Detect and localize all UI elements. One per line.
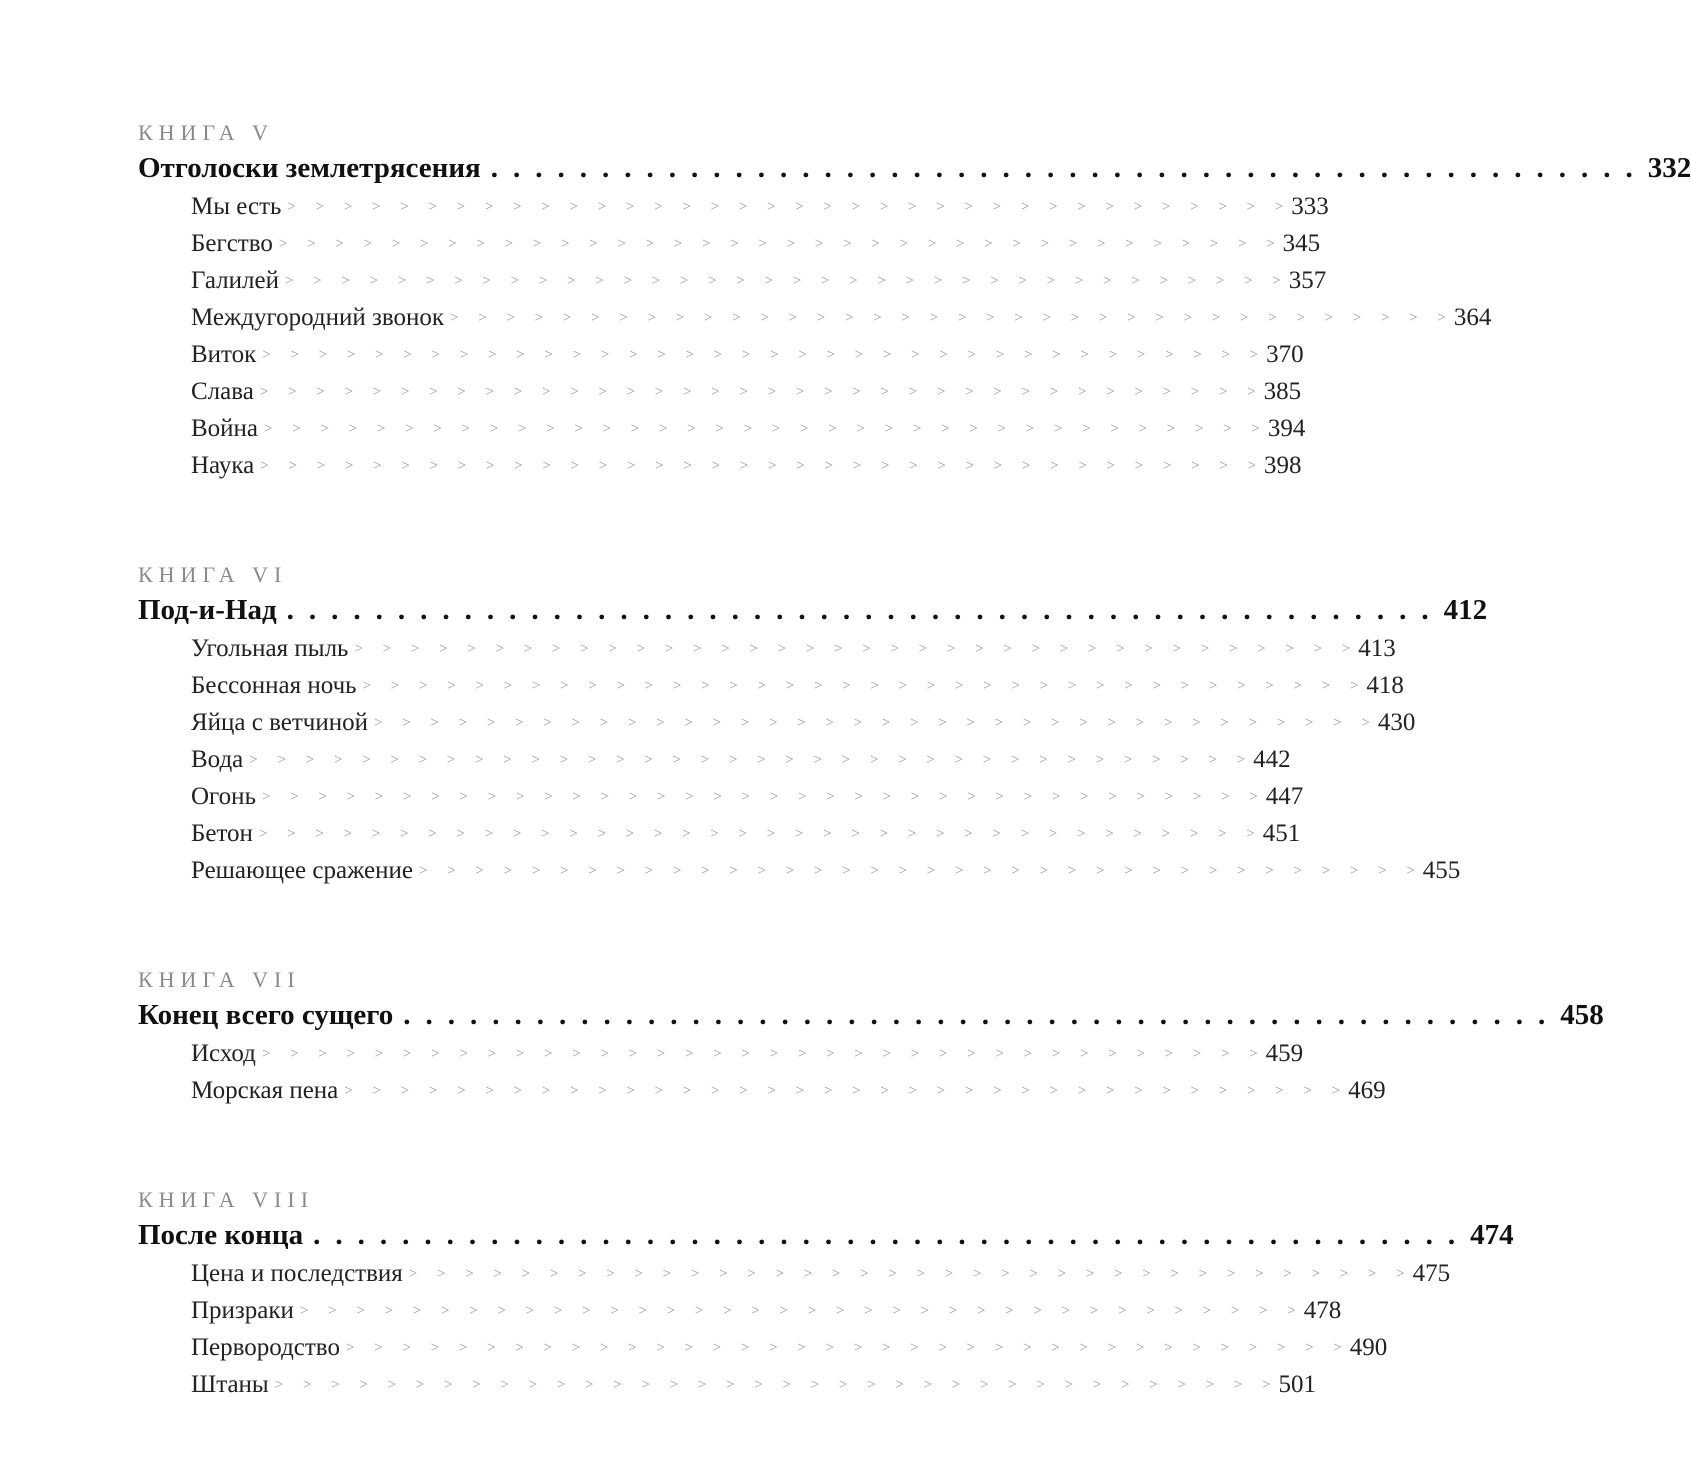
chapter-entry (191, 778, 1304, 815)
chevron-leader: > > > > > > > > > > > > > > > > > > > > > > > > > > > > > > > > > > > > (299, 1303, 1304, 1319)
chevron-leader: > > > > > > > > > > > > > > > > > > > > > > > > > > > > > > > > > > > > (264, 421, 1268, 437)
chevron-leader: > > > > > > > > > > > > > > > > > > > > > > > > > > > > > > > > > > > > (258, 826, 1263, 842)
book-label: КНИГА VI (138, 562, 288, 587)
chapter-title: Галилей (191, 267, 279, 294)
part-page-number: 332 (1647, 152, 1691, 184)
chapter-title: Бегство (191, 230, 273, 257)
part-page-number: 474 (1470, 1219, 1514, 1251)
chapter-page-number: 333 (1291, 193, 1329, 220)
chevron-leader: > > > > > > > > > > > > > > > > > > > > > > > > > > > > > > > > > > > > (408, 1266, 1413, 1282)
chapter-entry (191, 630, 1396, 667)
dot-leader: .................................................... (313, 1219, 1471, 1251)
chapter-entry (191, 741, 1291, 778)
chapter-page-number: 430 (1377, 709, 1416, 736)
chapter-title: Огонь (191, 783, 256, 810)
chapter-list (138, 1255, 1451, 1403)
chapter-title: Виток (191, 341, 257, 368)
part-title: Отголоски землетрясения (138, 152, 481, 184)
chapter-title: Угольная пыль (191, 635, 349, 662)
chevron-leader: > > > > > > > > > > > > > > > > > > > > > > > > > > > > > > > > > > > > (344, 1083, 1349, 1099)
chevron-leader: > > > > > > > > > > > > > > > > > > > > > > > > > > > > > > > > > > > > (354, 641, 1359, 657)
chevron-leader: > > > > > > > > > > > > > > > > > > > > > > > > > > > > > > > > > > > > (261, 789, 1266, 805)
chapter-page-number: 469 (1348, 1077, 1386, 1104)
part-page-number: 412 (1443, 594, 1488, 626)
chevron-leader: > > > > > > > > > > > > > > > > > > > > > > > > > > > > > > > > > > > > (278, 236, 1283, 252)
book-section (138, 965, 1604, 1109)
chapter-entry (191, 1292, 1342, 1329)
book-label: КНИГА VII (138, 967, 301, 992)
chevron-leader: > > > > > > > > > > > > > > > > > > > > > > > > > > > > > > > > > > > > (262, 347, 1267, 363)
chapter-entry (191, 410, 1306, 447)
chapter-title: Война (191, 415, 259, 442)
chapter-page-number: 447 (1265, 783, 1304, 810)
chapter-page-number: 442 (1253, 746, 1291, 773)
chapter-title: Решающее сражение (191, 857, 413, 884)
part-heading (138, 995, 1604, 1035)
chapter-title: Бетон (191, 820, 253, 847)
book-section (138, 1185, 1514, 1403)
chevron-leader: > > > > > > > > > > > > > > > > > > > > > > > > > > > > > > > > > > > > (259, 384, 1264, 400)
chapter-entry (191, 667, 1404, 704)
chapter-entry (191, 704, 1416, 741)
chevron-leader: > > > > > > > > > > > > > > > > > > > > > > > > > > > > > > > > > > > > (287, 199, 1292, 215)
chevron-leader: > > > > > > > > > > > > > > > > > > > > > > > > > > > > > > > > > > > > (450, 310, 1454, 326)
chapter-entry (191, 1366, 1317, 1403)
chapter-title: Яйца с ветчиной (191, 709, 369, 736)
chapter-entry (191, 188, 1329, 225)
chapter-entry (191, 1035, 1304, 1072)
chapter-page-number: 475 (1412, 1260, 1451, 1287)
chevron-leader: > > > > > > > > > > > > > > > > > > > > > > > > > > > > > > > > > > > > (345, 1340, 1350, 1356)
chapter-entry (191, 373, 1302, 410)
chapter-list (138, 630, 1461, 889)
chapter-title: Цена и последствия (191, 1260, 403, 1287)
part-heading (138, 590, 1488, 630)
chapter-page-number: 357 (1288, 267, 1327, 294)
chapter-entry (191, 1255, 1451, 1292)
chevron-leader: > > > > > > > > > > > > > > > > > > > > > > > > > > > > > > > > > > > > (374, 715, 1378, 731)
chapter-title: Морская пена (191, 1077, 339, 1104)
chapter-title: Вода (191, 746, 244, 773)
chapter-title: Слава (191, 378, 254, 405)
part-heading (138, 148, 1691, 188)
chapter-title: Мы есть (191, 193, 282, 220)
chapter-page-number: 385 (1263, 378, 1302, 405)
chevron-leader: > > > > > > > > > > > > > > > > > > > > > > > > > > > > > > > > > > > > (274, 1377, 1279, 1393)
part-title: Конец всего сущего (138, 999, 394, 1031)
chapter-title: Наука (191, 452, 255, 479)
chevron-leader: > > > > > > > > > > > > > > > > > > > > > > > > > > > > > > > > > > > > (284, 273, 1289, 289)
chapter-page-number: 398 (1264, 452, 1302, 479)
chapter-page-number: 345 (1282, 230, 1321, 257)
chapter-page-number: 490 (1349, 1334, 1388, 1361)
chapter-page-number: 455 (1422, 857, 1461, 884)
chapter-title: Бессонная ночь (191, 672, 357, 699)
dot-leader: .................................................... (490, 152, 1648, 184)
chapter-title: Первородство (191, 1334, 340, 1361)
chapter-page-number: 418 (1366, 672, 1404, 699)
chevron-leader: > > > > > > > > > > > > > > > > > > > > > > > > > > > > > > > > > > > > (261, 1046, 1266, 1062)
part-title: Под-и-Над (138, 594, 277, 626)
chapter-title: Призраки (191, 1297, 294, 1324)
chevron-leader: > > > > > > > > > > > > > > > > > > > > > > > > > > > > > > > > > > > > (362, 678, 1367, 694)
chapter-page-number: 478 (1303, 1297, 1342, 1324)
chapter-title: Штаны (191, 1371, 269, 1398)
chapter-page-number: 370 (1266, 341, 1304, 368)
chapter-page-number: 459 (1265, 1040, 1304, 1067)
chapter-entry (191, 815, 1301, 852)
chapter-entry (191, 1072, 1386, 1109)
chevron-leader: > > > > > > > > > > > > > > > > > > > > > > > > > > > > > > > > > > > > (249, 752, 1254, 768)
chapter-entry (191, 852, 1461, 889)
part-title: После конца (138, 1219, 304, 1251)
part-page-number: 458 (1560, 999, 1604, 1031)
chapter-entry (191, 447, 1302, 484)
book-section (138, 118, 1691, 484)
chapter-entry (191, 299, 1492, 336)
chapter-page-number: 451 (1262, 820, 1301, 847)
chapter-page-number: 413 (1358, 635, 1396, 662)
chapter-title: Исход (191, 1040, 256, 1067)
chapter-page-number: 501 (1278, 1371, 1317, 1398)
chevron-leader: > > > > > > > > > > > > > > > > > > > > > > > > > > > > > > > > > > > > (260, 458, 1265, 474)
dot-leader: .................................................... (403, 999, 1561, 1031)
book-label: КНИГА V (138, 120, 275, 145)
chapter-page-number: 394 (1267, 415, 1306, 442)
chapter-list (138, 1035, 1386, 1109)
book-label: КНИГА VIII (138, 1187, 315, 1212)
chapter-page-number: 364 (1453, 304, 1492, 331)
chapter-entry (191, 1329, 1388, 1366)
chapter-list (138, 188, 1492, 484)
part-heading (138, 1215, 1514, 1255)
chapter-entry (191, 225, 1321, 262)
book-section (138, 560, 1488, 889)
chapter-entry (191, 262, 1327, 299)
chapter-entry (191, 336, 1304, 373)
chevron-leader: > > > > > > > > > > > > > > > > > > > > > > > > > > > > > > > > > > > > (418, 863, 1423, 879)
chapter-title: Междугородний звонок (191, 304, 445, 331)
dot-leader: .................................................... (286, 594, 1444, 626)
